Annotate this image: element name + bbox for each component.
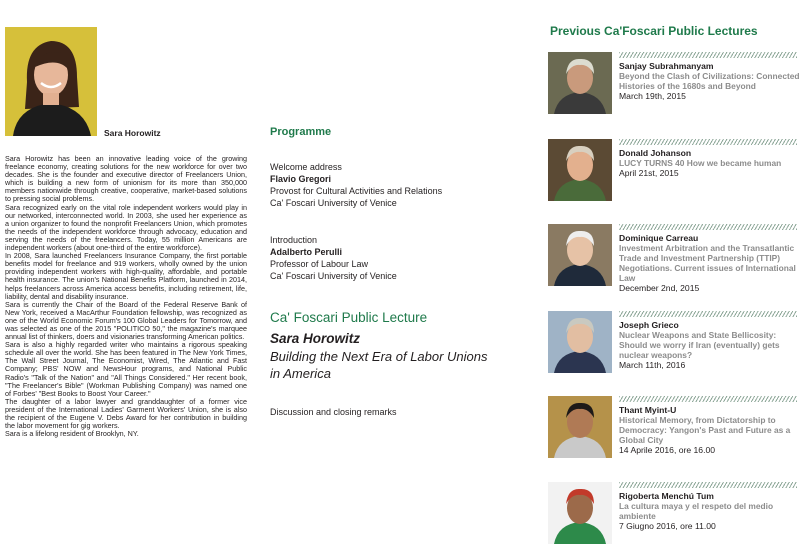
lecture-heading: Ca' Foscari Public Lecture [270,310,428,325]
lecturer-photo [548,482,612,544]
welcome-block [270,161,442,209]
lecture-title-text: Nuclear Weapons and State Bellicosity: Should we worry if Iran (eventually) gets nuclear weapons? [619,330,780,360]
previous-lectures-title: Previous Ca'Foscari Public Lectures [550,24,758,38]
speaker-photo [5,27,97,136]
lecture-date: December 2nd, 2015 [619,283,700,293]
lecturer-photo [548,224,612,286]
lecture-text [619,139,800,179]
lecturer-photo [548,396,612,458]
intro-name: Adalberto Perulli [270,247,343,257]
lecture-date: March 19th, 2015 [619,91,686,101]
hatch-divider [619,224,797,230]
lecturer-photo [548,139,612,201]
lecture-title: Building the Next Era of Labor Unions in America [270,349,488,381]
intro-org: Ca' Foscari University of Venice [270,271,397,281]
lecture-title-text: LUCY TURNS 40 How we became human [619,158,782,168]
hatch-divider [619,139,797,145]
hatch-divider [619,52,797,58]
lecture-title-text: Beyond the Clash of Civilizations: Connected Histories of the 1680s and Beyond [619,71,800,91]
intro-label: Introduction [270,235,318,245]
lecture-speaker: Sara Horowitz [270,331,361,346]
speaker-caption: Sara Horowitz [104,128,161,138]
bio-paragraph: Sara Horowitz has been an innovative leading voice of the growing freelance economy, creating solutions for the new workforce for over two decades. She is the founder and executive director of Freelancers Union, which is building a new form of unionism for its more than 350,000 members nationwide through creative, cooperative, market-based solutions to pressing social problems. [5,154,247,204]
lecturer-name: Rigoberta Menchú Tum [619,491,714,501]
bio-paragraph: Sara is currently the Chair of the Board of the Federal Reserve Bank of New York, received a MacArthur Foundation fellowship, was recognized as one of the World Economic Forum's 100 Global Leaders for Tomorrow, and was selected as one of the 2015 "POLITICO 50," the magazine's marquee annual list of thinkers, doers and visionaries transforming American politics. [5,299,247,342]
bio-paragraph: The daughter of a labor lawyer and granddaughter of a former vice president of the International Ladies' Garment Workers' Union, she is also the recipient of the Eugene V. Debs Award for her contribution in building the labor movement for gig workers. [5,396,247,431]
intro-block [270,234,397,282]
lecture-date: 7 Giugno 2016, ore 11.00 [619,521,716,531]
lecturer-name: Joseph Grieco [619,320,679,330]
intro-role: Professor of Labour Law [270,259,369,269]
lecture-title-text: Historical Memory, from Dictatorship to Democracy: Yangon's Past and Future as a Global City [619,415,791,445]
lecturer-photo [548,311,612,373]
bio-paragraph: Sara is also a highly regarded writer who maintains a rigorous speaking schedule all over the world. She has been featured in The New York Times, The Wall Street Journal, The Economist, Wired, The Atlantic and Fast Company; PBS' NOW and NewsHour programs, and National Public Radio's "Talk of the Nation" and "All Things Considered." Her recent book, "The Freelancer's Bible" (Workman Publishing Company) was named one of Forbes' "Best Books to Boost Your Career." [5,340,247,398]
lecturer-name: Thant Myint-U [619,405,677,415]
lecturer-name: Dominique Carreau [619,233,699,243]
closing-remarks: Discussion and closing remarks [270,407,397,417]
lecturer-name: Donald Johanson [619,148,692,158]
lecture-title-text: Investment Arbitration and the Transatlantic Trade and Investment Partnership (TTIP) Negotiations. Current issues of International Law [619,243,796,283]
lecture-date: March 11th, 2016 [619,360,686,370]
lecture-text [619,311,800,371]
lecture-text [619,482,800,532]
lecturer-name: Sanjay Subrahmanyam [619,61,714,71]
hatch-divider [619,396,797,402]
lecture-title-text: La cultura maya y el respeto del medio ambiente [619,501,774,521]
speaker-bio [5,155,247,438]
programme-title: Programme [270,126,332,138]
bio-paragraph: In 2008, Sara launched Freelancers Insurance Company, the first portable benefits model for freelance and 919 workers, wholly owned by the union providing independent workers with high-quality, affordable, and portable health insurance. The union's National Benefits Platform, launched in 2014, helps freelancers across America access benefits, including retirement, life, liability, dental and disability insurance. [5,251,247,301]
lecture-text [619,52,800,102]
bio-paragraph: Sara recognized early on the vital role independent workers would play in our networked, interconnected world. In 2003, she used her experience as a union organizer to found the nonprofit Freelancers Union, which promotes the needs of the independent workforce through advocacy, education and serving the needs of the freelancers. Today, 55 million Americans are independent workers (about one-third of the entire workforce). [5,202,247,253]
welcome-label: Welcome address [270,162,342,172]
welcome-org: Ca' Foscari University of Venice [270,198,397,208]
welcome-name: Flavio Gregori [270,174,332,184]
welcome-role: Provost for Cultural Activities and Relations [270,186,443,196]
lecture-text [619,396,800,456]
hatch-divider [619,311,797,317]
lecturer-photo [548,52,612,114]
bio-paragraph: Sara is a lifelong resident of Brooklyn, NY. [5,429,139,439]
lecture-text [619,224,800,294]
hatch-divider [619,482,797,488]
lecture-date: April 21st, 2015 [619,168,679,178]
lecture-date: 14 Aprile 2016, ore 16.00 [619,445,716,455]
